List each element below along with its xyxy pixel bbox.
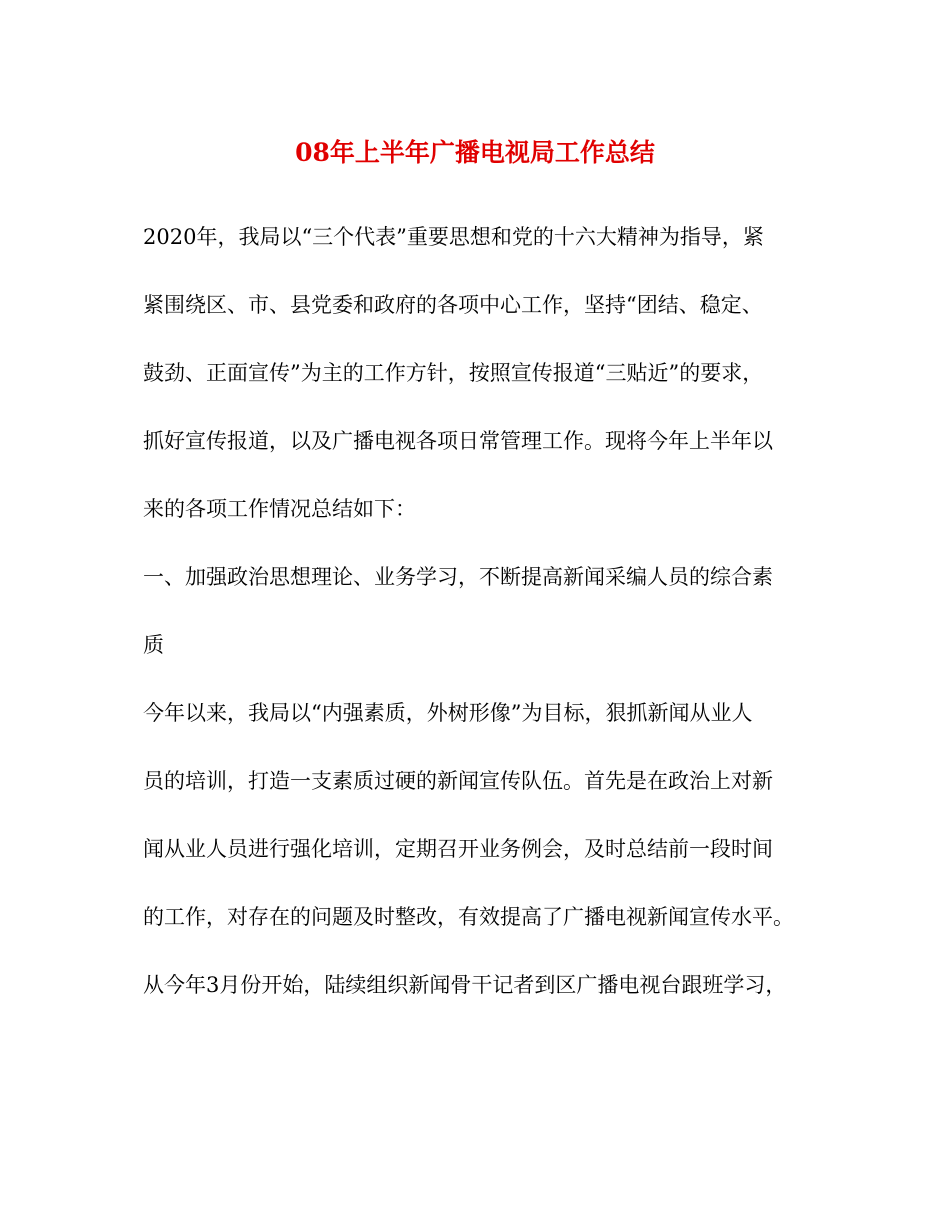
text-line: 紧围绕区、市、县党委和政府的各项中心工作，坚持“团结、稳定、 [143,293,763,317]
section-heading: 质 [143,633,164,657]
text-line: 员的培训，打造一支素质过硬的新闻宣传队伍。首先是在政治上对新 [143,769,773,793]
text-line: 的工作，对存在的问题及时整改，有效提高了广播电视新闻宣传水平。 [143,905,794,929]
section-heading: 一、加强政治思想理论、业务学习，不断提高新闻采编人员的综合素 [143,565,773,589]
text-line: 闻从业人员进行强化培训，定期召开业务例会，及时总结前一段时间 [143,837,773,861]
text-line: 今年以来，我局以“内强素质，外树形像”为目标，狠抓新闻从业人 [143,701,753,725]
text-line: 抓好宣传报道，以及广播电视各项日常管理工作。现将今年上半年以 [143,429,773,453]
text-line: 2020年，我局以“三个代表”重要思想和党的十六大精神为指导，紧 [143,225,764,249]
text-line: 来的各项工作情况总结如下： [143,497,416,521]
text-line: 从今年3月份开始，陆续组织新闻骨干记者到区广播电视台跟班学习， [143,973,787,997]
text-line: 鼓劲、正面宣传”为主的工作方针，按照宣传报道“三贴近”的要求， [143,361,764,385]
document-title: 08年上半年广播电视局工作总结 [295,138,655,167]
